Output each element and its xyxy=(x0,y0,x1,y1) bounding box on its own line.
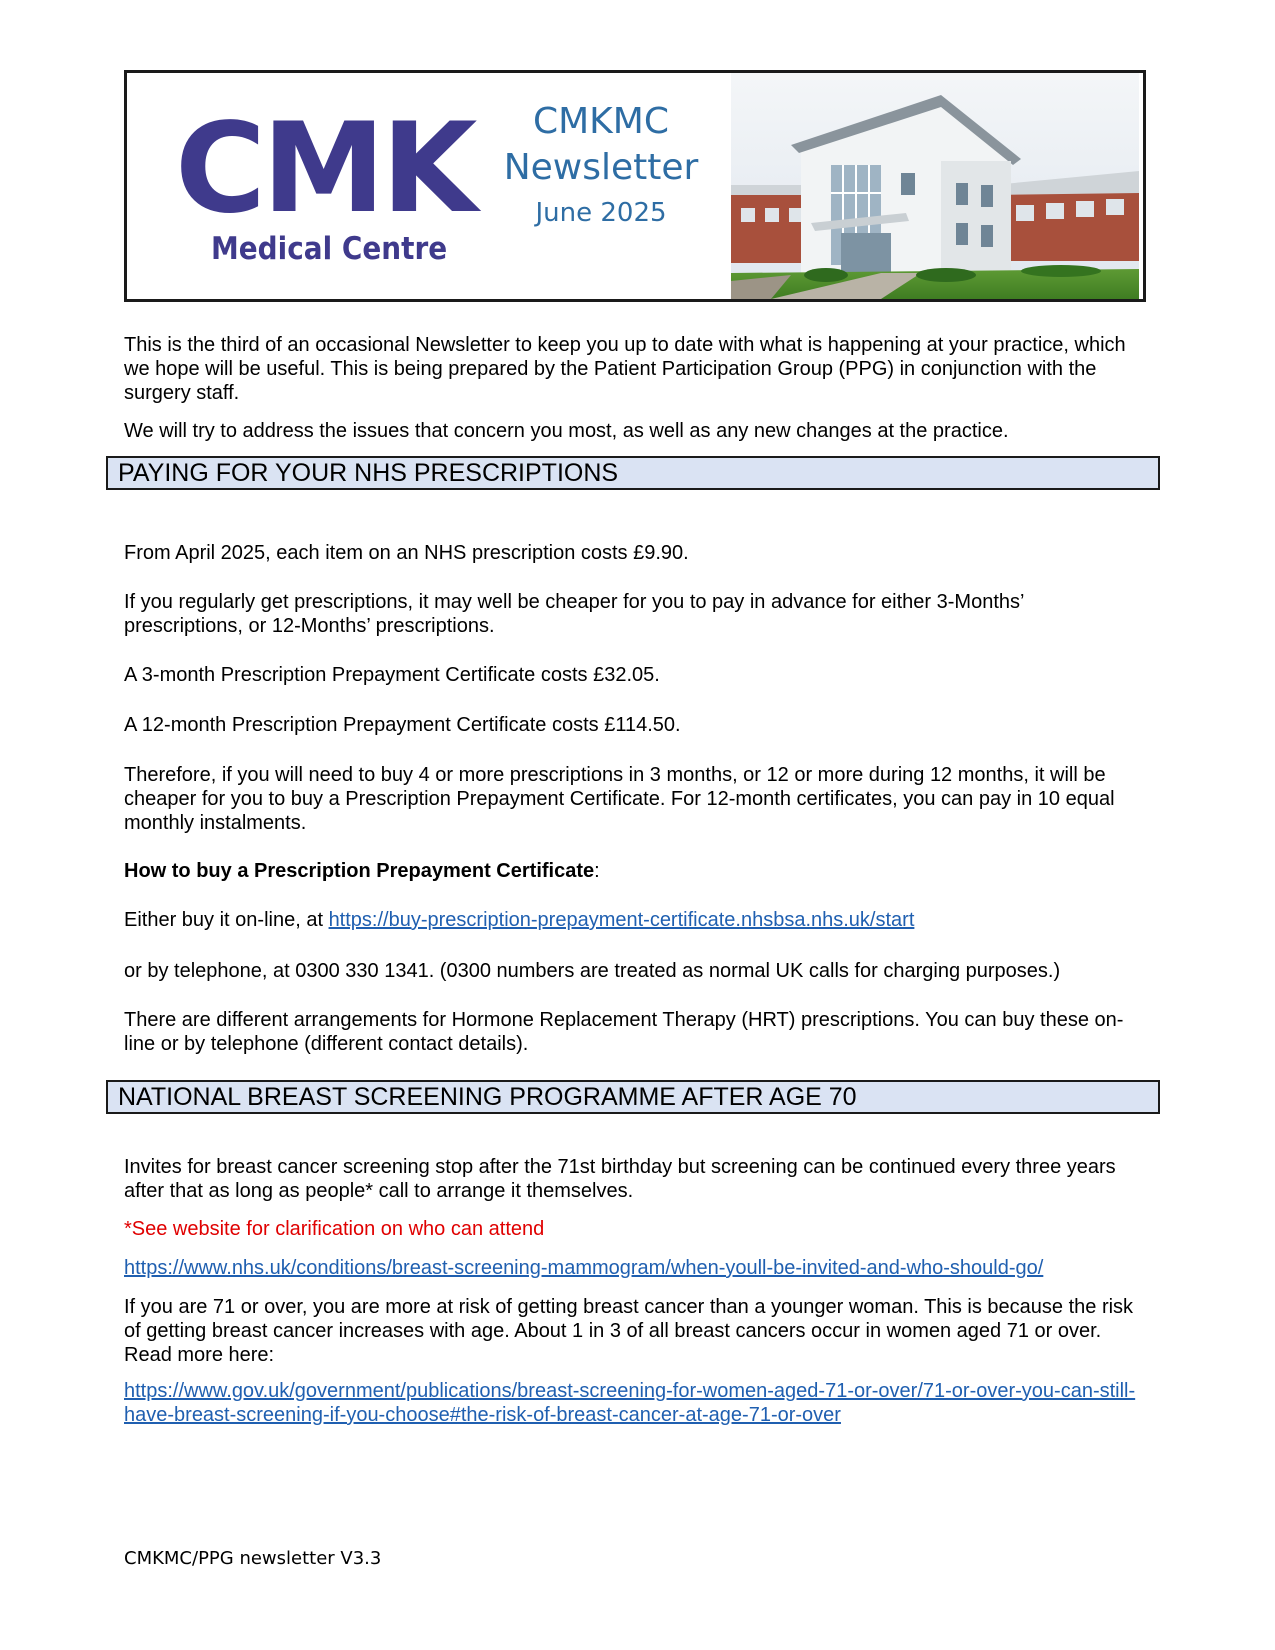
newsletter-banner xyxy=(124,70,1146,302)
logo-main-text: CMK xyxy=(175,97,474,241)
three-month-cost-text: A 3-month Prescription Prepayment Certificate costs £32.05. xyxy=(124,664,660,686)
prepayment-certificate-link[interactable]: https://buy-prescription-prepayment-certificate.nhsbsa.nhs.uk/start xyxy=(328,909,915,931)
footer-version: CMKMC/PPG newsletter V3.3 xyxy=(124,1548,382,1569)
cmk-logo xyxy=(175,97,475,267)
screening-intro-text: Invites for breast cancer screening stop after the 71st birthday but screening can be continued every three years after that as long as people* call to arrange it themselves. xyxy=(124,1156,1116,1202)
buy-phone-text: or by telephone, at 0300 330 1341. (0300 numbers are treated as normal UK calls for charging purposes.) xyxy=(124,960,1061,982)
twelve-month-cost-text: A 12-month Prescription Prepayment Certificate costs £114.50. xyxy=(124,714,681,736)
clarification-note: *See website for clarification on who can attend xyxy=(124,1218,545,1240)
newsletter-title xyxy=(491,99,711,233)
buy-online-prefix: Either buy it on-line, at xyxy=(124,909,329,931)
title-date: June 2025 xyxy=(535,198,667,228)
savings-explanation-text: Therefore, if you will need to buy 4 or more prescriptions in 3 months, or 12 or more during 12 months, it will be cheaper for you to buy a Prescription Prepayment Certificate. For 12-month certificates, you can pay in 10 equal monthly instalments. xyxy=(124,764,1115,834)
logo-sub-text: Medical Centre xyxy=(211,231,448,267)
building-photo xyxy=(731,73,1139,299)
buy-online-text xyxy=(124,908,1144,932)
gov-publication-link[interactable]: https://www.gov.uk/government/publications/breast-screening-for-women-aged-71-or-over/71-or-over-you-can-still-have-breast-screening-if-you-choose#the-risk-of-breast-cancer-at-age-71-or-over xyxy=(124,1380,1136,1426)
nhs-screening-link[interactable]: https://www.nhs.uk/conditions/breast-screening-mammogram/when-youll-be-invited-and-who-should-go/ xyxy=(124,1257,1044,1279)
prepay-advice-text: If you regularly get prescriptions, it may well be cheaper for you to pay in advance for either 3-Months’ prescriptions, or 12-Months’ prescriptions. xyxy=(124,591,1024,637)
how-to-buy-heading xyxy=(124,859,1144,883)
how-to-buy-bold: How to buy a Prescription Prepayment Certificate xyxy=(124,860,595,882)
how-to-buy-colon: : xyxy=(594,860,600,882)
intro-paragraph-2: We will try to address the issues that concern you most, as well as any new changes at the practice. xyxy=(124,420,1009,442)
risk-text: If you are 71 or over, you are more at risk of getting breast cancer than a younger woman. This is because the risk of getting breast cancer increases with age. About 1 in 3 of all breast cancers occur in women aged 71 or over. Read more here: xyxy=(124,1296,1134,1366)
section-heading-prescriptions: PAYING FOR YOUR NHS PRESCRIPTIONS xyxy=(106,456,1160,490)
title-line-2: Newsletter xyxy=(503,147,699,188)
hrt-text: There are different arrangements for Hormone Replacement Therapy (HRT) prescriptions. You can buy these on-line or by telephone (different contact details). xyxy=(124,1009,1124,1055)
gov-publication-link-row xyxy=(124,1379,1144,1427)
nhs-screening-link-row xyxy=(124,1256,1144,1280)
section-heading-breast-screening: NATIONAL BREAST SCREENING PROGRAMME AFTER AGE 70 xyxy=(106,1080,1160,1114)
prescription-cost-text: From April 2025, each item on an NHS prescription costs £9.90. xyxy=(124,542,689,564)
intro-paragraph-1: This is the third of an occasional Newsletter to keep you up to date with what is happening at your practice, which we hope will be useful. This is being prepared by the Patient Participation Group (PPG) in conjunction with the surgery staff. xyxy=(124,334,1126,404)
title-line-1: CMKMC xyxy=(532,101,669,142)
